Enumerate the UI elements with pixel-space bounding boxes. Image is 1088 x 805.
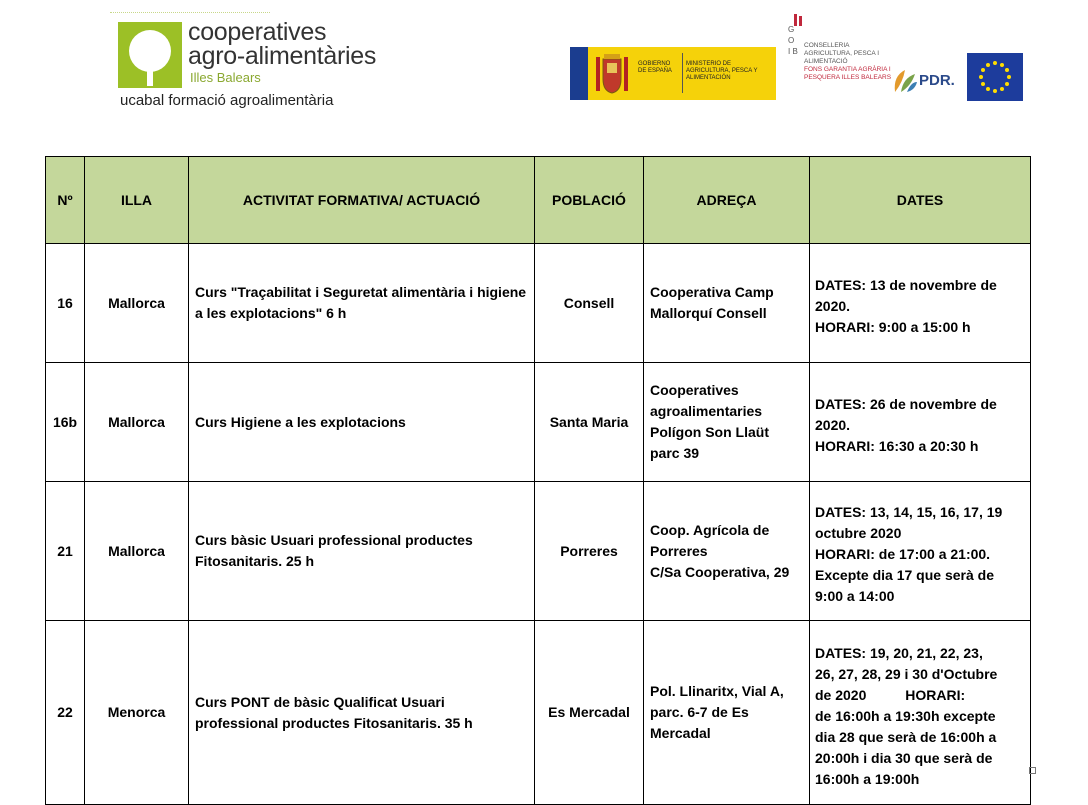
- cell-poblacio: Porreres: [535, 482, 644, 621]
- cell-adreca: [644, 244, 810, 363]
- dates-line: DATES: 19, 20, 21, 22, 23,: [815, 644, 983, 661]
- cell-activitat: Curs Higiene a les explotacions: [189, 363, 535, 482]
- table-row: [46, 621, 1031, 805]
- adreca-line: Porreres: [650, 542, 708, 559]
- eu-stars-icon: [967, 53, 1023, 101]
- goib-letters: G O I B: [788, 25, 798, 56]
- cell-activitat: Curs PONT de bàsic Qualificat Usuari professional productes Fitosanitaris. 35 h: [189, 621, 535, 805]
- coat-of-arms-icon: [592, 51, 632, 96]
- cell-illa: Mallorca: [85, 482, 189, 621]
- goib-text: [804, 42, 894, 82]
- col-header-activitat: ACTIVITAT FORMATIVA/ ACTUACIÓ: [189, 157, 535, 244]
- dates-line: de 2020 HORARI:: [815, 686, 966, 703]
- dates-line: HORARI: 16:30 a 20:30 h: [815, 438, 979, 454]
- goib-logo: [788, 14, 892, 102]
- cell-activitat: Curs bàsic Usuari professional productes Fitosanitaris. 25 h: [189, 482, 535, 621]
- eu-flag-icon: [967, 53, 1023, 101]
- cell-num: 16: [46, 244, 85, 363]
- gobierno-text: GOBIERNO DE ESPAÑA: [638, 61, 672, 74]
- cell-illa: Mallorca: [85, 363, 189, 482]
- pdr-logo: [893, 62, 961, 98]
- cell-poblacio: Consell: [535, 244, 644, 363]
- goib-conselleria-text: CONSELLERIA AGRICULTURA, PESCA I ALIMENTACIÓ: [804, 42, 880, 65]
- adreca-line: Cooperativa Camp: [650, 284, 774, 300]
- cooperatives-logo: [110, 12, 410, 112]
- adreca-line: agroalimentaries: [650, 403, 763, 419]
- cell-activitat: Curs "Traçabilitat i Seguretat alimentària i higiene a les explotacions" 6 h: [189, 244, 535, 363]
- coop-region: Illes Balears: [190, 70, 261, 85]
- cell-dates: [810, 482, 1031, 621]
- dates-line: DATES: 13, 14, 15, 16, 17, 19: [815, 504, 1003, 520]
- cell-adreca: [644, 621, 810, 805]
- logo-dotted-line: [110, 12, 270, 13]
- gobierno-espana-logo: [570, 47, 776, 100]
- dates-line: 2020.: [815, 298, 851, 314]
- dates-line: DATES: 13 de novembre de: [815, 277, 997, 293]
- adreca-line: parc. 6-7 de Es: [650, 704, 749, 720]
- coop-name-line2: agro-alimentàries: [188, 42, 377, 70]
- cell-dates: [810, 363, 1031, 482]
- dates-line: 16:00h a 19:00h: [815, 770, 920, 787]
- cell-num: 21: [46, 482, 85, 621]
- adreca-line: Pol. Llinaritx, Vial A,: [650, 683, 784, 699]
- cell-poblacio: Es Mercadal: [535, 621, 644, 805]
- dates-line: 9:00 a 14:00: [815, 588, 895, 604]
- adreca-line: Polígon Son Llaüt: [650, 424, 769, 440]
- adreca-line: parc 39: [650, 445, 700, 461]
- dates-line: HORARI: de 17:00 a 21:00.: [815, 546, 991, 562]
- table-resize-handle[interactable]: [1029, 767, 1036, 774]
- adreca-line: Cooperatives: [650, 382, 739, 398]
- dates-line: dia 28 que serà de 16:00h a: [815, 728, 997, 745]
- table-header-row: [46, 157, 1031, 244]
- cell-num: 22: [46, 621, 85, 805]
- col-header-num: Nº: [46, 157, 85, 244]
- table-row: [46, 363, 1031, 482]
- gov-divider: [682, 53, 683, 93]
- coop-name-line1: cooperatives: [188, 18, 327, 46]
- dates-line: HORARI: 9:00 a 15:00 h: [815, 319, 971, 335]
- dates-line: 2020.: [815, 417, 851, 433]
- dates-line: de 16:00h a 19:30h excepte: [815, 707, 996, 724]
- pdr-label: PDR.: [919, 72, 955, 89]
- cell-illa: Mallorca: [85, 244, 189, 363]
- dates-line: DATES: 26 de novembre de: [815, 396, 997, 412]
- col-header-poblacio: POBLACIÓ: [535, 157, 644, 244]
- cell-adreca: [644, 363, 810, 482]
- col-header-dates: DATES: [810, 157, 1031, 244]
- cell-num: 16b: [46, 363, 85, 482]
- goib-fons-text: FONS GARANTIA AGRÀRIA I PESQUERA ILLES BALEARS: [804, 66, 892, 81]
- adreca-line: Coop. Agrícola de: [650, 521, 770, 538]
- col-header-illa: ILLA: [85, 157, 189, 244]
- cell-dates: [810, 621, 1031, 805]
- col-header-adreca: ADREÇA: [644, 157, 810, 244]
- cooperatives-leaf-icon: [118, 22, 182, 88]
- dates-line: 20:00h i dia 30 que serà de: [815, 749, 993, 766]
- ministerio-text: MINISTERIO DE AGRICULTURA, PESCA Y ALIMENTACIÓN: [686, 61, 758, 81]
- table-row: [46, 482, 1031, 621]
- pdr-leaf-icon: [893, 68, 917, 94]
- table-row: [46, 244, 1031, 363]
- cell-poblacio: Santa Maria: [535, 363, 644, 482]
- adreca-line: Mercadal: [650, 725, 711, 741]
- cell-dates: [810, 244, 1031, 363]
- adreca-line: Mallorquí Consell: [650, 305, 767, 321]
- dates-line: 26, 27, 28, 29 i 30 d'Octubre: [815, 665, 998, 682]
- coop-subtitle: ucabal formació agroalimentària: [120, 92, 334, 109]
- dates-line: Excepte dia 17 que serà de: [815, 567, 994, 583]
- cell-illa: Menorca: [85, 621, 189, 805]
- eu-stars-strip: [570, 47, 588, 100]
- dates-line: octubre 2020: [815, 525, 902, 541]
- cell-adreca: [644, 482, 810, 621]
- courses-table: [45, 156, 1031, 805]
- adreca-line: C/Sa Cooperativa, 29: [650, 563, 790, 580]
